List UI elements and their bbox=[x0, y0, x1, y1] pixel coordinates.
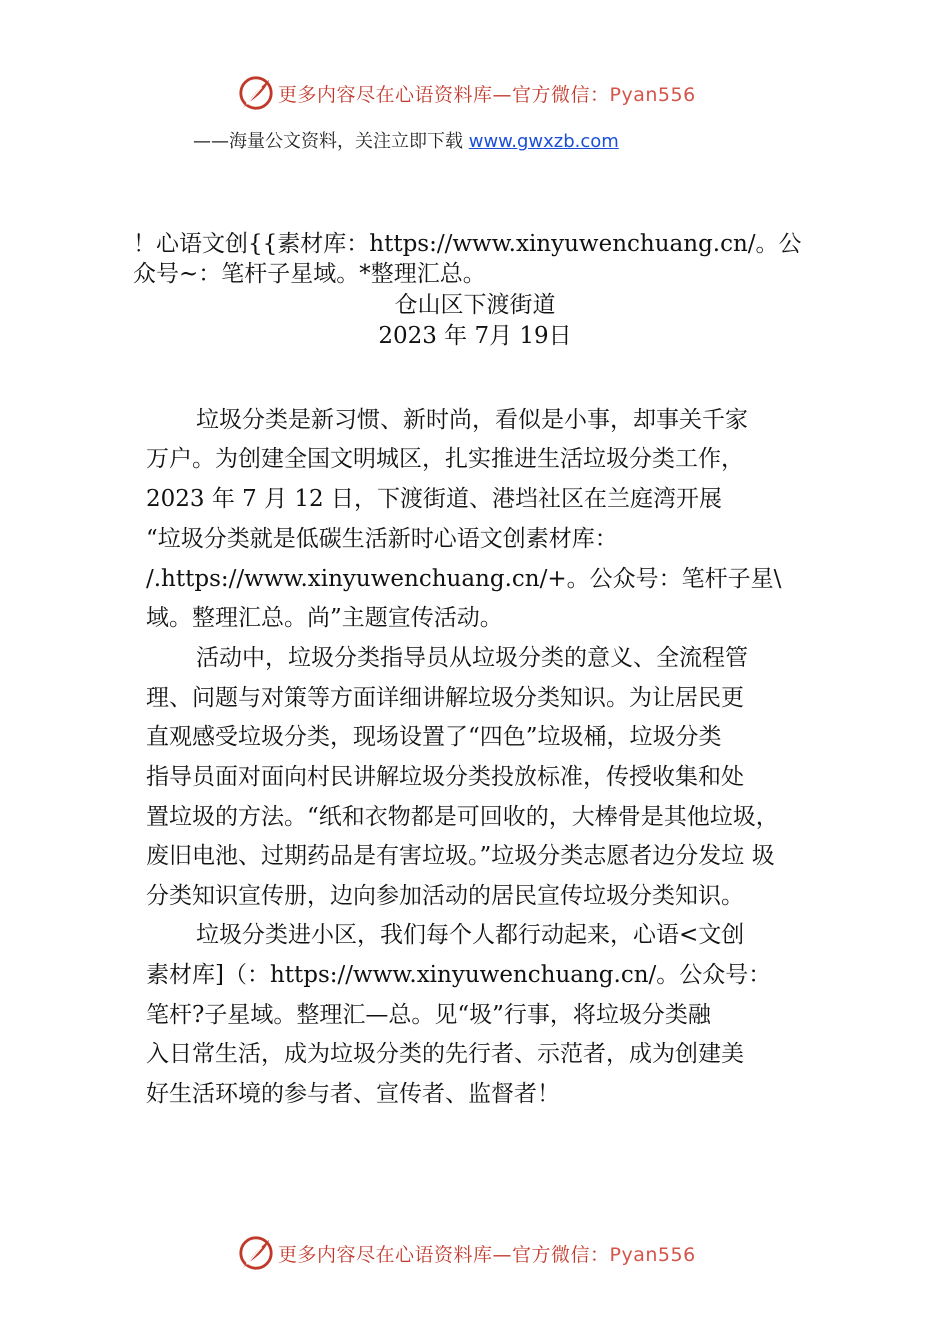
header-line-1: ！心语文创{{素材库：https://www.xinyuwenchuang.cn/。公 bbox=[133, 231, 802, 257]
paragraph-2-line-2: 理、问题与对策等方面详细讲解垃圾分类知识。为让居民更 bbox=[146, 685, 744, 711]
download-link[interactable]: www.gwxzb.com bbox=[468, 131, 619, 152]
paragraph-1-line-5: /.https://www.xinyuwenchuang.cn/+。公众号：笔杆子星\ bbox=[146, 566, 782, 592]
paragraph-2-line-1: 活动中，垃圾分类指导员从垃圾分类的意义、全流程管 bbox=[196, 645, 748, 671]
banner-label: 更多内容尽在心语资料库—官方微信： bbox=[278, 1244, 610, 1266]
paragraph-1-line-6: 域。整理汇总。尚”主题宣传活动。 bbox=[146, 605, 503, 631]
paragraph-3-line-4: 入日常生活，成为垃圾分类的先行者、示范者，成为创建美 bbox=[146, 1041, 744, 1067]
paragraph-1-line-4: “垃圾分类就是低碳生活新时心语文创素材库： bbox=[146, 526, 618, 552]
subtitle-text: ——海量公文资料，关注立即下载 bbox=[193, 131, 463, 152]
quill-pen-logo-icon bbox=[237, 74, 275, 112]
paragraph-3-line-1: 垃圾分类进小区，我们每个人都行动起来，心语<文创 bbox=[196, 922, 745, 948]
paragraph-3-line-3: 笔杆?子星域。整理汇—总。见“圾”行事，将垃圾分类融 bbox=[146, 1002, 711, 1028]
author: 仓山区下渡街道 bbox=[394, 292, 556, 318]
paragraph-2-line-6: 废旧电池、过期药品是有害垃圾。”垃圾分类志愿者边分发垃 圾 bbox=[146, 843, 775, 869]
quill-pen-logo-icon bbox=[237, 1234, 275, 1272]
paragraph-1-line-2: 万户。为创建全国文明城区，扎实推进生活垃圾分类工作， bbox=[146, 446, 744, 472]
banner-label: 更多内容尽在心语资料库—官方微信： bbox=[278, 84, 610, 106]
banner-text bbox=[278, 1240, 696, 1267]
banner-wechat-id: Pyan556 bbox=[609, 84, 696, 106]
subtitle bbox=[193, 127, 619, 153]
banner-text bbox=[278, 80, 696, 107]
header-line-2: 众号~：笔杆子星域。*整理汇总。 bbox=[133, 261, 486, 287]
date: 2023 年 7月 19日 bbox=[378, 323, 572, 349]
paragraph-2-line-7: 分类知识宣传册，边向参加活动的居民宣传垃圾分类知识。 bbox=[146, 883, 744, 909]
banner-wechat-id: Pyan556 bbox=[609, 1244, 696, 1266]
paragraph-3-line-5: 好生活环境的参与者、宣传者、监督者！ bbox=[146, 1081, 560, 1107]
top-banner bbox=[0, 72, 950, 116]
paragraph-2-line-5: 置垃圾的方法。“纸和衣物都是可回收的，大棒骨是其他垃圾， bbox=[146, 804, 779, 830]
paragraph-1-line-1: 垃圾分类是新习惯、新时尚，看似是小事，却事关千家 bbox=[196, 407, 748, 433]
bottom-banner bbox=[0, 1232, 950, 1276]
paragraph-2-line-3: 直观感受垃圾分类，现场设置了“四色”垃圾桶，垃圾分类 bbox=[146, 724, 722, 750]
paragraph-1-line-3: 2023 年 7 月 12 日，下渡街道、港垱社区在兰庭湾开展 bbox=[146, 486, 722, 512]
paragraph-3-line-2: 素材库]（：https://www.xinyuwenchuang.cn/。公众号： bbox=[146, 962, 772, 988]
paragraph-2-line-4: 指导员面对面向村民讲解垃圾分类投放标准，传授收集和处 bbox=[146, 764, 744, 790]
